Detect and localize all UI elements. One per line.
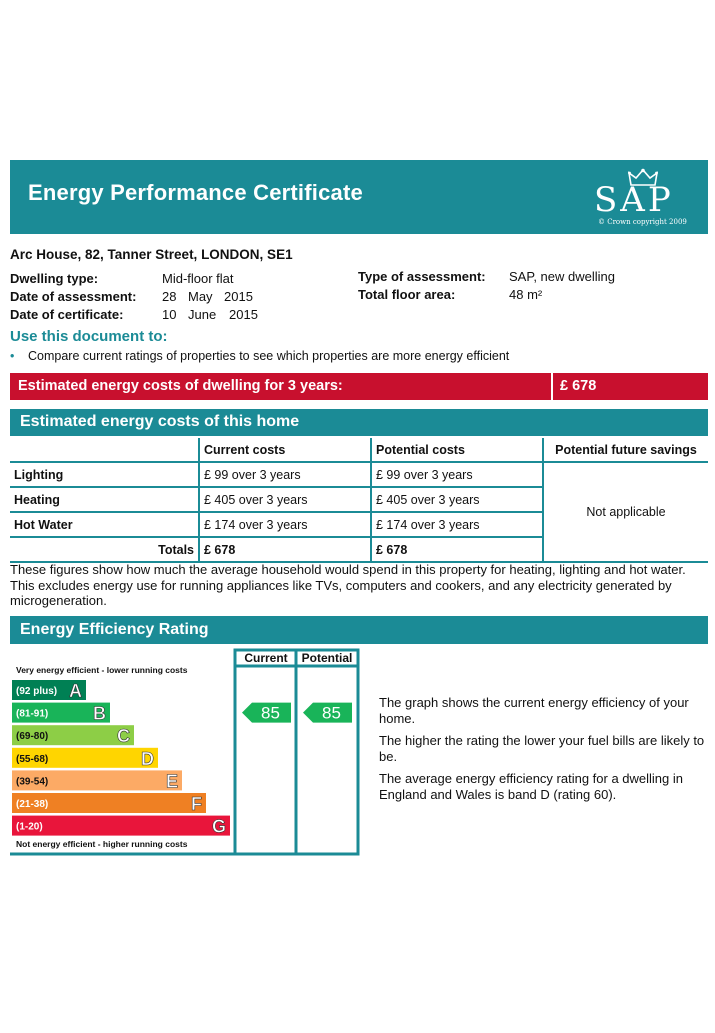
certificate-date-value <box>162 307 258 322</box>
lighting-current: £ 99 over 3 years <box>199 462 371 487</box>
certificate-header <box>10 160 708 234</box>
estimated-costs-3yr-bar <box>10 373 708 400</box>
band-f-letter: F <box>191 794 202 814</box>
potential-rating-value: 85 <box>322 703 341 723</box>
costs-note: These figures show how much the average household would spend in this property for heating, lighting and hot water. This excludes energy use for running appliances like TVs, computers and cookers, and any electricity generated by microgeneration. <box>10 562 686 608</box>
totals-label: Totals <box>10 537 199 562</box>
estimated-costs-3yr-label: Estimated energy costs of dwelling for 3 years: <box>18 378 343 394</box>
certificate-year: 2015 <box>229 307 258 322</box>
certificate-month: June <box>188 307 217 322</box>
assessment-type-value: SAP, new dwelling <box>509 269 615 284</box>
band-c-letter: C <box>117 726 130 747</box>
row-label-lighting: Lighting <box>10 462 199 487</box>
bullet-icon: • <box>10 349 15 363</box>
efficiency-rating-chart <box>10 648 362 858</box>
sap-logo <box>594 168 690 228</box>
hot-water-current: £ 174 over 3 years <box>199 512 371 537</box>
property-address: Arc House, 82, Tanner Street, LONDON, SE1 <box>10 247 293 262</box>
column-current-costs: Current costs <box>199 438 371 462</box>
efficiency-section-title: Energy Efficiency Rating <box>20 621 209 638</box>
certificate-title: Energy Performance Certificate <box>28 180 363 205</box>
assessment-date-value <box>162 289 253 304</box>
potential-column-label: Potential <box>301 651 353 665</box>
current-column-label: Current <box>244 651 288 665</box>
top-efficiency-note: Very energy efficient - lower running costs <box>16 665 188 675</box>
assessment-date-label: Date of assessment: <box>10 289 137 304</box>
sap-copyright: © Crown copyright 2009 <box>598 218 687 226</box>
band-a-letter: A <box>69 681 82 701</box>
rating-bands <box>12 680 230 837</box>
band-b-letter: B <box>93 703 106 724</box>
heating-current: £ 405 over 3 years <box>199 487 371 512</box>
assessment-type-label: Type of assessment: <box>358 269 486 284</box>
savings-value: Not applicable <box>543 462 708 562</box>
total-potential: £ 678 <box>371 537 543 562</box>
heating-potential: £ 405 over 3 years <box>371 487 543 512</box>
efficiency-description-2: The higher the rating the lower your fuel bills are likely to be. <box>379 733 705 764</box>
divider <box>551 373 553 400</box>
certificate-date-label: Date of certificate: <box>10 307 124 322</box>
band-c-range: (69-80) <box>16 731 49 743</box>
band-e-letter: E <box>165 771 178 792</box>
floor-area-label: Total floor area: <box>358 287 456 302</box>
total-current: £ 678 <box>199 537 371 562</box>
current-rating-value: 85 <box>261 703 280 723</box>
assessment-year: 2015 <box>224 289 253 304</box>
use-document-bullet-text: Compare current ratings of properties to see which properties are more energy efficient <box>28 349 510 363</box>
column-potential-savings: Potential future savings <box>543 438 708 462</box>
dwelling-type-value: Mid-floor flat <box>162 271 234 286</box>
assessment-day: 28 <box>162 289 177 304</box>
band-d-letter: D <box>141 748 154 769</box>
band-e-range: (39-54) <box>16 776 49 788</box>
band-f-range: (21-38) <box>16 799 49 810</box>
sap-logo-letters: SAP <box>594 180 674 220</box>
band-a-range: (92 plus) <box>16 686 58 697</box>
floor-area-value: 48 m² <box>509 287 543 302</box>
use-document-bullet <box>10 349 509 363</box>
efficiency-description <box>379 695 709 809</box>
costs-table <box>10 438 708 563</box>
lighting-potential: £ 99 over 3 years <box>371 462 543 487</box>
dwelling-type-label: Dwelling type: <box>10 271 99 286</box>
costs-section-title: Estimated energy costs of this home <box>20 413 300 430</box>
column-potential-costs: Potential costs <box>371 438 543 462</box>
table-row <box>10 462 708 487</box>
efficiency-section-header <box>10 616 708 644</box>
assessment-month: May <box>188 289 213 304</box>
table-header-row <box>10 438 708 462</box>
efficiency-description-3: The average energy efficiency rating for a dwelling in England and Wales is band D (rating 60). <box>379 771 683 802</box>
band-g-range: (1-20) <box>16 821 43 833</box>
bottom-efficiency-note: Not energy efficient - higher running costs <box>16 839 188 849</box>
efficiency-description-1: The graph shows the current energy efficiency of your home. <box>379 695 689 726</box>
estimated-costs-3yr-value: £ 678 <box>560 378 597 394</box>
band-d-range: (55-68) <box>16 753 49 765</box>
use-document-heading: Use this document to: <box>10 328 168 345</box>
band-g-bar <box>12 816 230 836</box>
hot-water-potential: £ 174 over 3 years <box>371 512 543 537</box>
certificate-day: 10 <box>162 307 177 322</box>
row-label-hot-water: Hot Water <box>10 512 199 537</box>
band-g-letter: G <box>211 816 226 837</box>
table-header-blank <box>10 438 199 462</box>
band-b-range: (81-91) <box>16 708 49 720</box>
costs-section-header <box>10 409 708 436</box>
row-label-heating: Heating <box>10 487 199 512</box>
